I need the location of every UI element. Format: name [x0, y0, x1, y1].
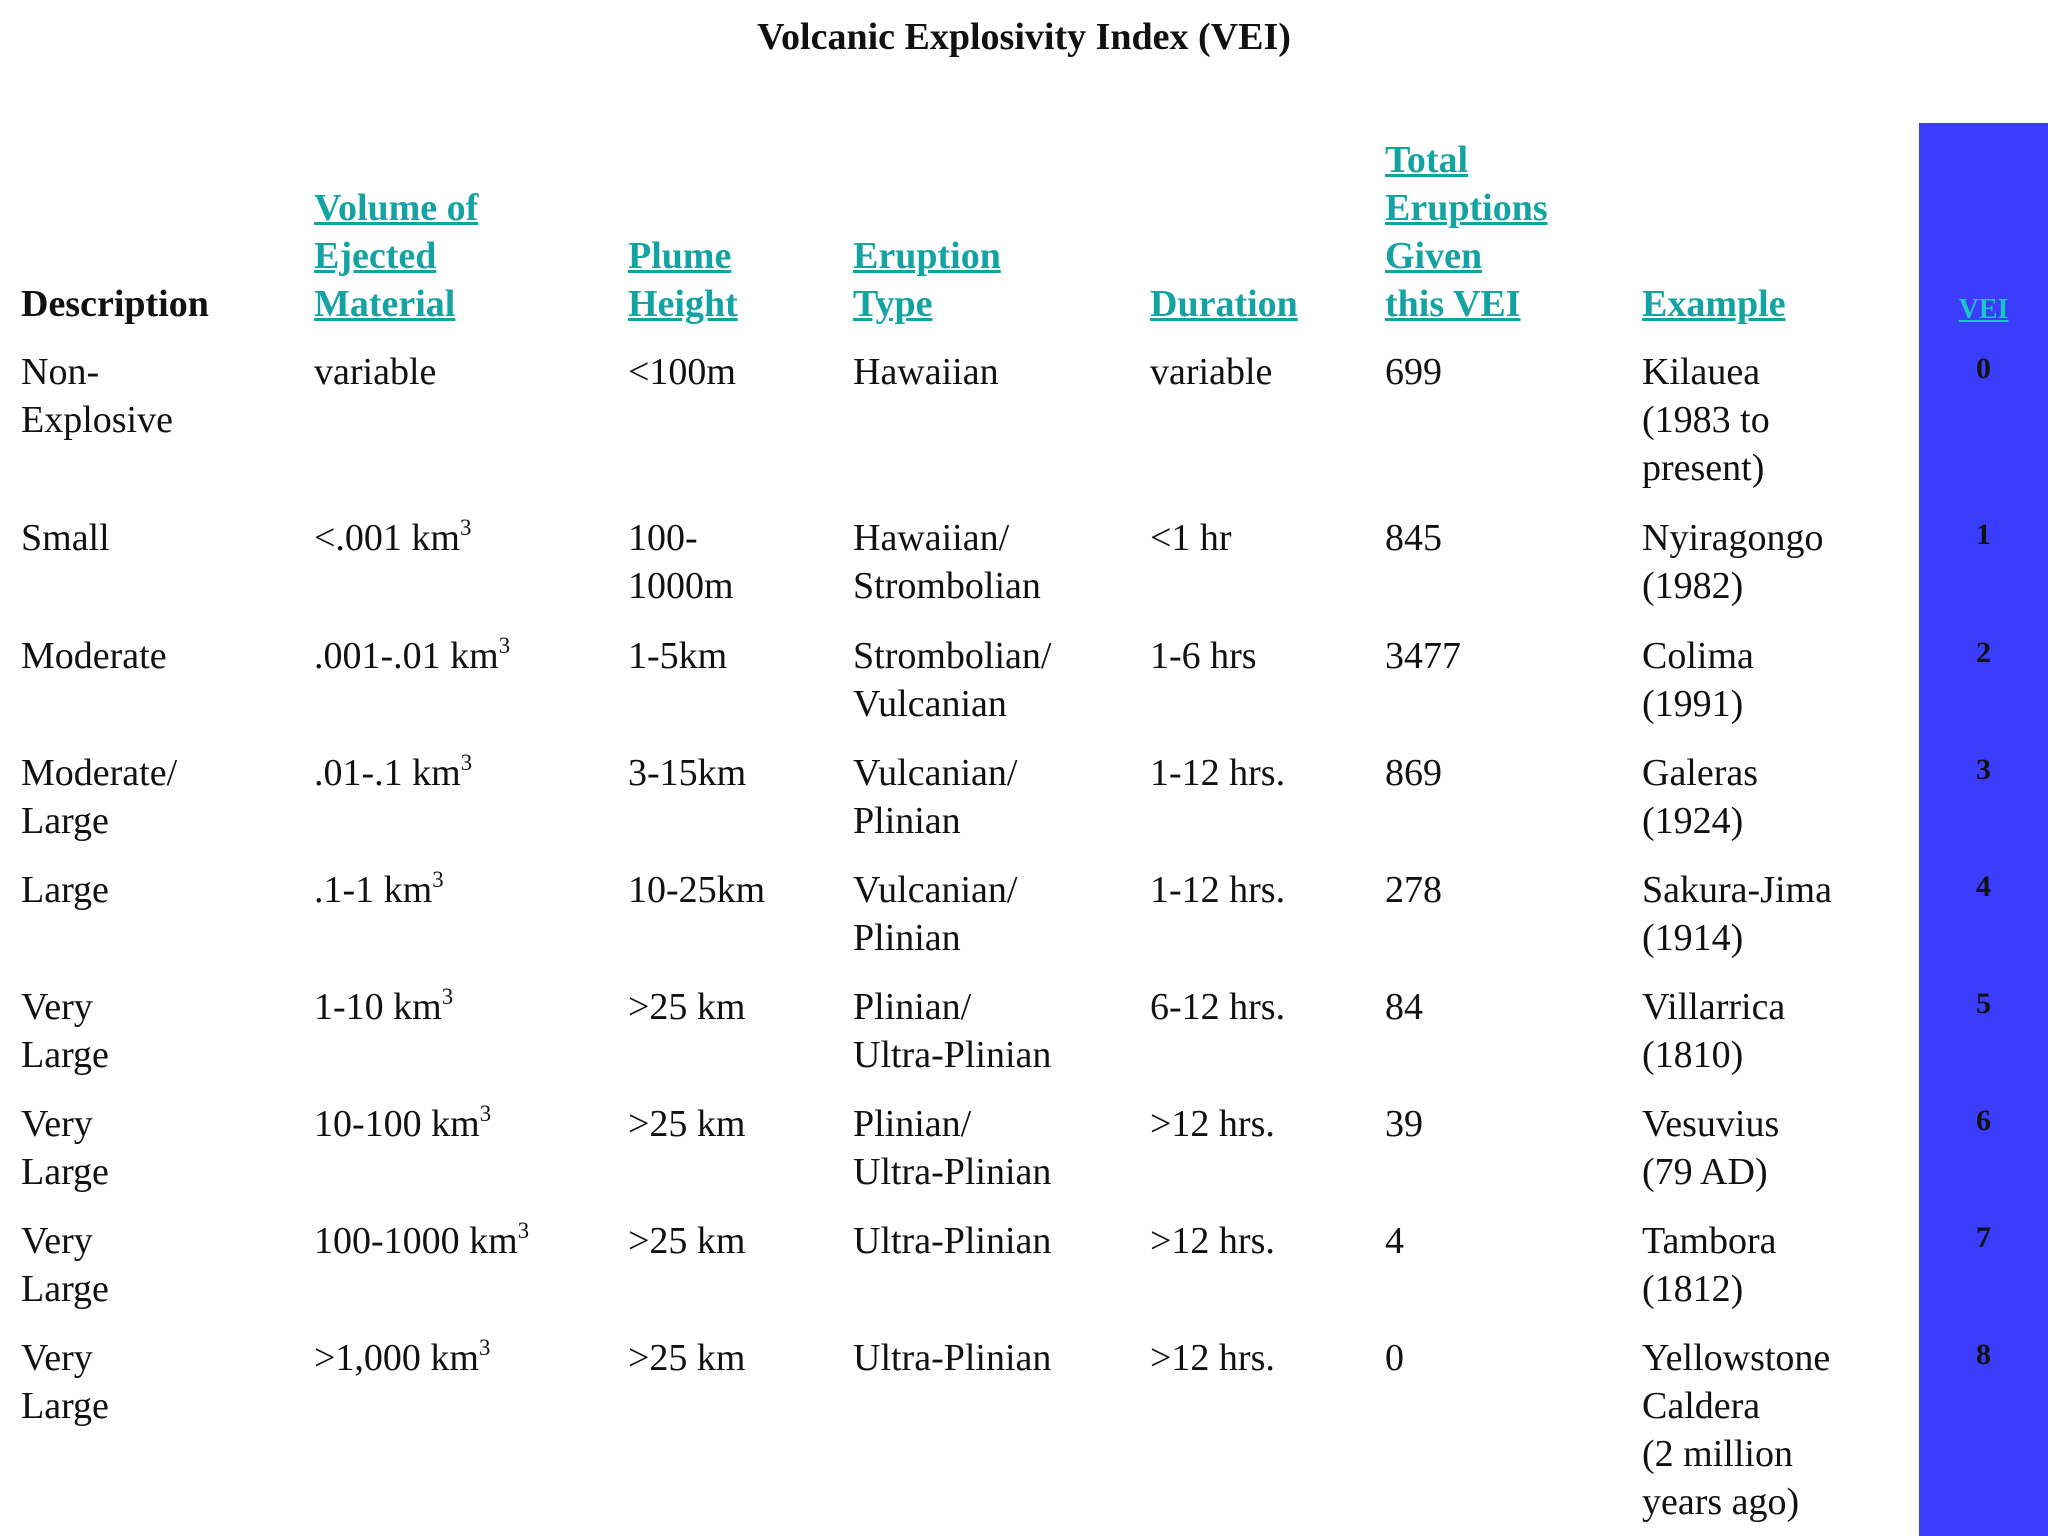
cell-example	[1642, 348, 1770, 492]
header-plume-line[interactable]: Height	[628, 283, 738, 325]
cell-example-line: (1983 to	[1642, 399, 1770, 441]
cell-total: 39	[1385, 1103, 1423, 1145]
cell-example	[1642, 632, 1754, 728]
cell-duration: >12 hrs.	[1150, 1103, 1275, 1145]
cell-volume	[314, 749, 472, 797]
cell-eruption-line: Ultra-Plinian	[853, 1220, 1052, 1262]
cell-eruption-line: Vulcanian/	[853, 869, 1018, 911]
cell-description	[21, 348, 173, 444]
cell-eruption-line: Vulcanian/	[853, 752, 1018, 794]
vei-number: 8	[1976, 1338, 1991, 1371]
cell-volume	[314, 514, 471, 562]
cell-description-line: Very	[21, 1220, 93, 1262]
cell-description-line: Moderate/	[21, 752, 178, 794]
cell-volume-value: 100-1000 km	[314, 1220, 518, 1262]
cell-example	[1642, 749, 1758, 845]
header-total[interactable]	[1385, 136, 1548, 328]
cell-plume	[628, 866, 765, 914]
cell-example	[1642, 866, 1832, 962]
cell-eruption-line: Ultra-Plinian	[853, 1151, 1052, 1193]
vei-header-link[interactable]: VEI	[1958, 294, 2009, 325]
cell-eruption-line: Strombolian	[853, 565, 1041, 607]
header-eruption-line[interactable]: Eruption	[853, 235, 1001, 277]
cell-duration: 1-12 hrs.	[1150, 752, 1286, 794]
cell-plume	[628, 749, 746, 797]
header-description-line: Description	[21, 283, 209, 325]
header-volume-line[interactable]: Volume of	[314, 187, 479, 229]
cell-eruption-line: Plinian/	[853, 1103, 972, 1145]
cell-example	[1642, 514, 1824, 610]
cell-example-line: Sakura-Jima	[1642, 869, 1832, 911]
cell-eruption-line: Ultra-Plinian	[853, 1337, 1052, 1379]
cell-volume-exponent: 3	[479, 1335, 491, 1361]
cell-volume	[314, 1217, 529, 1265]
cell-eruption	[853, 348, 999, 396]
cell-example	[1642, 1217, 1777, 1313]
cell-eruption-line: Strombolian/	[853, 635, 1052, 677]
cell-plume-line: >25 km	[628, 986, 746, 1028]
header-eruption-line[interactable]: Type	[853, 283, 933, 325]
cell-volume-value: .1-1 km	[314, 869, 433, 911]
vei-number: 5	[1976, 987, 1991, 1020]
cell-volume-value: .01-.1 km	[314, 752, 461, 794]
cell-plume-line: 1-5km	[628, 635, 728, 677]
cell-description-line: Moderate	[21, 635, 167, 677]
cell-eruption-line: Plinian/	[853, 986, 972, 1028]
vei-number: 7	[1976, 1221, 1991, 1254]
cell-plume	[628, 983, 746, 1031]
cell-duration: variable	[1150, 351, 1273, 393]
cell-example-line: Tambora	[1642, 1220, 1777, 1262]
cell-duration: 1-12 hrs.	[1150, 869, 1286, 911]
header-volume[interactable]	[314, 184, 478, 328]
cell-plume-line: >25 km	[628, 1337, 746, 1379]
cell-description-line: Very	[21, 1103, 93, 1145]
cell-description-line: Large	[21, 1268, 109, 1310]
cell-example-line: Villarrica	[1642, 986, 1786, 1028]
vei-number: 2	[1976, 636, 1991, 669]
cell-total: 0	[1385, 1337, 1404, 1379]
cell-plume-line: >25 km	[628, 1103, 746, 1145]
cell-volume-value: 10-100 km	[314, 1103, 480, 1145]
cell-volume	[314, 632, 510, 680]
header-description	[21, 280, 209, 328]
vei-number: 4	[1976, 870, 1991, 903]
cell-description	[21, 983, 109, 1079]
cell-volume-value: variable	[314, 351, 437, 393]
vei-number: 6	[1976, 1104, 1991, 1137]
cell-eruption	[853, 749, 1017, 845]
cell-volume-exponent: 3	[432, 867, 444, 893]
cell-example	[1642, 983, 1785, 1079]
cell-description	[21, 514, 110, 562]
cell-volume-exponent: 3	[460, 750, 473, 776]
cell-volume-value: <.001 km	[314, 517, 460, 559]
cell-description	[21, 866, 109, 914]
cell-volume	[314, 866, 444, 914]
cell-description-line: Large	[21, 869, 109, 911]
cell-total: 84	[1385, 986, 1423, 1028]
cell-eruption	[853, 1217, 1051, 1265]
header-duration[interactable]	[1150, 280, 1298, 328]
cell-description	[21, 632, 167, 680]
cell-eruption	[853, 1334, 1051, 1382]
cell-volume-exponent: 3	[517, 1218, 530, 1244]
cell-description-line: Non-	[21, 351, 100, 393]
header-example[interactable]	[1642, 280, 1786, 328]
cell-description	[21, 749, 177, 845]
header-example-line[interactable]: Example	[1642, 283, 1786, 325]
cell-eruption	[853, 866, 1017, 962]
cell-description-line: Large	[21, 1385, 109, 1427]
cell-plume-line: 10-25km	[628, 869, 766, 911]
cell-total: 869	[1385, 752, 1442, 794]
cell-volume-exponent: 3	[441, 984, 454, 1010]
cell-example-line: (1991)	[1642, 683, 1744, 725]
header-total-line[interactable]: this VEI	[1385, 283, 1521, 325]
cell-duration: 6-12 hrs.	[1150, 986, 1286, 1028]
vei-number: 0	[1976, 352, 1991, 385]
cell-total: 4	[1385, 1220, 1404, 1262]
cell-description-line: Small	[21, 517, 110, 559]
cell-plume	[628, 1100, 746, 1148]
cell-plume-line: 1000m	[628, 565, 734, 607]
vei-number: 1	[1976, 518, 1991, 551]
cell-plume	[628, 1334, 746, 1382]
cell-volume-exponent: 3	[479, 1101, 492, 1127]
cell-example-line: (1914)	[1642, 917, 1744, 959]
cell-plume	[628, 632, 727, 680]
cell-duration: >12 hrs.	[1150, 1220, 1275, 1262]
cell-description-line: Large	[21, 1034, 109, 1076]
cell-volume	[314, 983, 453, 1031]
cell-example-line: years ago)	[1642, 1481, 1800, 1523]
cell-plume	[628, 1217, 746, 1265]
page-title: Volcanic Explosivity Index (VEI)	[757, 16, 1291, 58]
cell-example	[1642, 1100, 1779, 1196]
cell-total: 278	[1385, 869, 1442, 911]
cell-example-line: (79 AD)	[1642, 1151, 1768, 1193]
cell-eruption	[853, 1100, 1051, 1196]
cell-eruption-line: Plinian	[853, 800, 961, 842]
header-plume[interactable]	[628, 232, 738, 328]
cell-duration: <1 hr	[1150, 517, 1232, 559]
cell-duration: >12 hrs.	[1150, 1337, 1275, 1379]
cell-example	[1642, 1334, 1830, 1526]
cell-description-line: Large	[21, 800, 109, 842]
cell-volume-exponent: 3	[460, 515, 472, 541]
header-volume-line[interactable]: Material	[314, 283, 456, 325]
cell-eruption-line: Plinian	[853, 917, 961, 959]
cell-volume	[314, 1100, 491, 1148]
cell-eruption	[853, 514, 1041, 610]
cell-plume-line: >25 km	[628, 1220, 746, 1262]
header-duration-line[interactable]: Duration	[1150, 283, 1298, 325]
cell-eruption-line: Hawaiian	[853, 351, 999, 393]
cell-plume-line: <100m	[628, 351, 736, 393]
cell-plume-line: 3-15km	[628, 752, 747, 794]
cell-description-line: Very	[21, 1337, 93, 1379]
cell-volume-exponent: 3	[498, 633, 511, 659]
cell-eruption	[853, 632, 1051, 728]
cell-volume-value: 1-10 km	[314, 986, 442, 1028]
header-total-line[interactable]: Given	[1385, 235, 1483, 277]
cell-example-line: Vesuvius	[1642, 1103, 1780, 1145]
cell-duration: 1-6 hrs	[1150, 635, 1257, 677]
cell-example-line: Yellowstone	[1642, 1337, 1831, 1379]
cell-example-line: (1924)	[1642, 800, 1744, 842]
cell-example-line: (1982)	[1642, 565, 1744, 607]
cell-plume-line: 100-	[628, 517, 698, 559]
cell-eruption-line: Vulcanian	[853, 683, 1007, 725]
cell-example-line: Colima	[1642, 635, 1754, 677]
cell-example-line: Nyiragongo	[1642, 517, 1824, 559]
cell-total: 3477	[1385, 635, 1461, 677]
cell-description	[21, 1334, 109, 1430]
header-eruption[interactable]	[853, 232, 1001, 328]
cell-eruption	[853, 983, 1051, 1079]
cell-example-line: Galeras	[1642, 752, 1759, 794]
cell-plume	[628, 348, 736, 396]
cell-description	[21, 1217, 109, 1313]
header-total-line[interactable]: Eruptions	[1385, 187, 1548, 229]
cell-example-line: (1812)	[1642, 1268, 1744, 1310]
cell-description	[21, 1100, 109, 1196]
cell-description-line: Explosive	[21, 399, 173, 441]
cell-plume	[628, 514, 734, 610]
cell-example-line: Kilauea	[1642, 351, 1761, 393]
vei-column-bar	[1919, 123, 2048, 1536]
cell-volume	[314, 348, 436, 396]
cell-volume-value: .001-.01 km	[314, 635, 499, 677]
cell-total: 845	[1385, 517, 1442, 559]
cell-volume	[314, 1334, 490, 1382]
header-plume-line[interactable]: Plume	[628, 235, 732, 277]
cell-volume-value: >1,000 km	[314, 1337, 479, 1379]
cell-example-line: (2 million	[1642, 1433, 1793, 1475]
cell-example-line: present)	[1642, 447, 1765, 489]
cell-example-line: Caldera	[1642, 1385, 1761, 1427]
cell-example-line: (1810)	[1642, 1034, 1744, 1076]
header-volume-line[interactable]: Ejected	[314, 235, 437, 277]
cell-description-line: Large	[21, 1151, 109, 1193]
cell-total: 699	[1385, 351, 1442, 393]
header-total-line[interactable]: Total	[1385, 139, 1469, 181]
cell-eruption-line: Ultra-Plinian	[853, 1034, 1052, 1076]
cell-description-line: Very	[21, 986, 93, 1028]
cell-eruption-line: Hawaiian/	[853, 517, 1010, 559]
vei-number: 3	[1976, 753, 1991, 786]
